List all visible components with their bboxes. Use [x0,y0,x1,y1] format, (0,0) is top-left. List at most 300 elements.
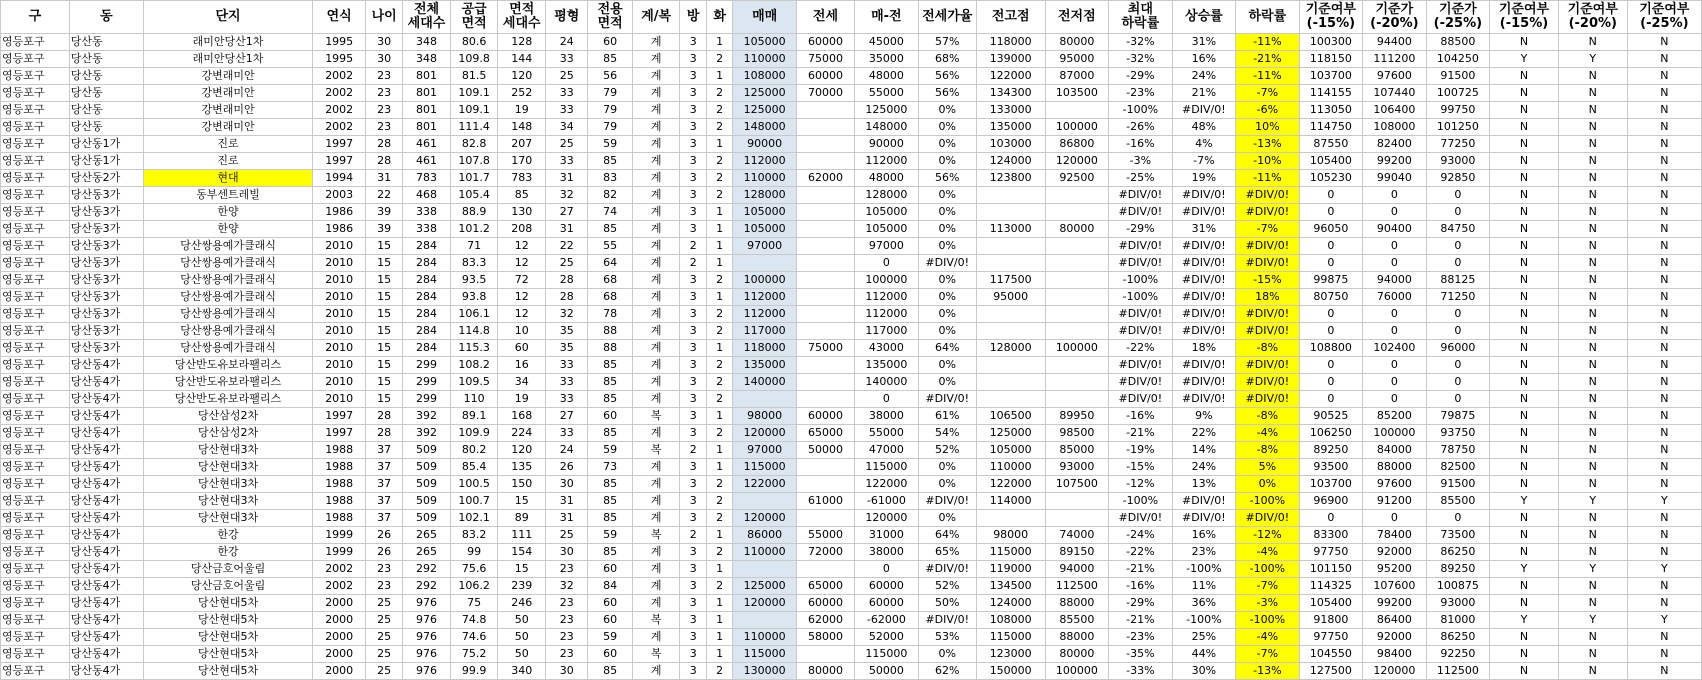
table-cell[interactable]: 1988 [313,476,366,493]
table-cell[interactable]: 85 [588,221,632,238]
table-cell[interactable]: 영등포구 [1,238,70,255]
table-cell[interactable]: 당산동1가 [69,153,143,170]
table-cell[interactable]: 50 [498,629,546,646]
table-cell[interactable]: 3 [680,663,706,680]
table-cell[interactable]: -7% [1236,578,1300,595]
table-cell[interactable]: 128 [498,34,546,51]
table-cell[interactable]: N [1627,374,1701,391]
table-cell[interactable]: 92000 [1363,629,1427,646]
table-cell[interactable]: -13% [1236,663,1300,680]
column-header[interactable]: 동 [69,1,143,34]
table-cell[interactable]: N [1627,136,1701,153]
table-cell[interactable]: 계 [632,578,680,595]
table-cell[interactable]: 계 [632,493,680,510]
table-cell[interactable]: 348 [403,34,451,51]
table-cell[interactable]: 98000 [976,527,1045,544]
table-cell[interactable]: 0 [855,255,919,272]
table-cell[interactable]: 0 [1363,306,1427,323]
table-cell[interactable]: 31% [1172,34,1236,51]
table-cell[interactable]: 계 [632,544,680,561]
table-cell[interactable]: 128000 [976,340,1045,357]
table-cell[interactable]: 75000 [796,340,854,357]
table-cell[interactable]: 영등포구 [1,85,70,102]
table-cell[interactable]: N [1627,595,1701,612]
table-cell[interactable]: 45000 [855,34,919,51]
table-cell[interactable]: 105400 [1299,153,1363,170]
table-cell[interactable] [796,187,854,204]
table-cell[interactable]: 0 [1363,391,1427,408]
column-header[interactable]: 전세 [796,1,854,34]
table-cell[interactable]: 강변래미안 [143,102,312,119]
table-cell[interactable]: N [1627,323,1701,340]
column-header[interactable]: 계/복 [632,1,680,34]
table-cell[interactable]: 135000 [976,119,1045,136]
column-header[interactable]: 전세가율 [918,1,976,34]
table-cell[interactable]: 당산현대5차 [143,629,312,646]
table-cell[interactable]: 92250 [1426,646,1490,663]
table-cell[interactable]: 105000 [855,204,919,221]
table-cell[interactable]: 1 [706,612,732,629]
table-cell[interactable] [796,153,854,170]
table-cell[interactable]: 120000 [1363,663,1427,680]
table-cell[interactable]: 79 [588,102,632,119]
table-cell[interactable]: 37 [366,442,403,459]
table-cell[interactable]: 89950 [1045,408,1109,425]
table-cell[interactable]: 68 [588,272,632,289]
table-cell[interactable]: N [1558,425,1627,442]
table-cell[interactable]: 82 [588,187,632,204]
table-cell[interactable]: 영등포구 [1,629,70,646]
table-cell[interactable]: -100% [1236,561,1300,578]
table-cell[interactable]: 75 [450,595,498,612]
table-cell[interactable]: 86000 [733,527,797,544]
table-cell[interactable]: 50% [918,595,976,612]
table-cell[interactable]: 9% [1172,408,1236,425]
table-cell[interactable]: 26 [546,459,588,476]
table-cell[interactable]: 60 [588,408,632,425]
table-cell[interactable]: N [1558,578,1627,595]
table-cell[interactable]: 23 [546,612,588,629]
table-cell[interactable]: 1 [706,527,732,544]
table-cell[interactable]: 당산동3가 [69,238,143,255]
table-cell[interactable]: N [1558,255,1627,272]
table-cell[interactable]: 1 [706,136,732,153]
table-cell[interactable]: 당산동4가 [69,391,143,408]
table-cell[interactable]: N [1558,170,1627,187]
table-cell[interactable]: 392 [403,425,451,442]
table-cell[interactable]: -32% [1109,34,1173,51]
table-cell[interactable]: 영등포구 [1,204,70,221]
table-cell[interactable]: -16% [1109,136,1173,153]
table-cell[interactable]: 56% [918,85,976,102]
table-cell[interactable]: 100.5 [450,476,498,493]
table-cell[interactable]: 90000 [733,136,797,153]
table-cell[interactable]: 78 [588,306,632,323]
table-cell[interactable]: 35 [546,340,588,357]
table-cell[interactable]: 97750 [1299,629,1363,646]
table-cell[interactable]: 70000 [796,85,854,102]
table-cell[interactable]: 59 [588,527,632,544]
table-cell[interactable]: 56% [918,68,976,85]
table-cell[interactable]: N [1627,510,1701,527]
table-cell[interactable]: 97600 [1363,476,1427,493]
table-cell[interactable]: 25 [546,68,588,85]
table-cell[interactable]: #DIV/0! [1236,204,1300,221]
table-cell[interactable]: 114155 [1299,85,1363,102]
table-cell[interactable]: 24% [1172,459,1236,476]
table-cell[interactable]: 30 [546,544,588,561]
table-cell[interactable]: 83 [588,170,632,187]
table-cell[interactable]: 56% [918,170,976,187]
table-cell[interactable]: 24% [1172,68,1236,85]
table-cell[interactable]: 461 [403,153,451,170]
table-cell[interactable]: #DIV/0! [1109,357,1173,374]
table-cell[interactable]: #DIV/0! [1172,187,1236,204]
table-cell[interactable]: N [1627,629,1701,646]
table-cell[interactable]: 125000 [733,85,797,102]
table-cell[interactable]: -22% [1109,544,1173,561]
table-cell[interactable]: 84000 [1363,442,1427,459]
table-cell[interactable]: 0 [1426,357,1490,374]
table-cell[interactable]: 2003 [313,187,366,204]
table-cell[interactable]: 106250 [1299,425,1363,442]
table-cell[interactable]: 23 [546,561,588,578]
table-cell[interactable]: 117000 [855,323,919,340]
table-cell[interactable]: 2002 [313,68,366,85]
table-cell[interactable]: 24 [546,34,588,51]
table-cell[interactable]: 48% [1172,119,1236,136]
table-cell[interactable]: 117500 [976,272,1045,289]
table-cell[interactable]: -13% [1236,136,1300,153]
table-cell[interactable]: 28 [366,425,403,442]
table-cell[interactable]: 3 [680,561,706,578]
table-cell[interactable]: 100000 [1045,340,1109,357]
table-cell[interactable]: 3 [680,289,706,306]
table-cell[interactable]: 85 [588,425,632,442]
table-cell[interactable]: 10% [1236,119,1300,136]
table-cell[interactable]: 65000 [796,578,854,595]
table-cell[interactable]: 1 [706,204,732,221]
table-cell[interactable]: #DIV/0! [1236,306,1300,323]
table-cell[interactable]: 105000 [733,221,797,238]
table-cell[interactable]: -15% [1109,459,1173,476]
table-cell[interactable]: 2 [706,476,732,493]
table-cell[interactable] [796,102,854,119]
table-cell[interactable]: 당산동4가 [69,408,143,425]
table-cell[interactable]: 당산반도유보라팰리스 [143,374,312,391]
table-cell[interactable]: 140000 [733,374,797,391]
table-cell[interactable]: 1999 [313,527,366,544]
table-cell[interactable]: 영등포구 [1,408,70,425]
table-cell[interactable]: 106.1 [450,306,498,323]
table-cell[interactable]: 0% [918,153,976,170]
table-cell[interactable]: 100000 [733,272,797,289]
table-cell[interactable]: 88500 [1426,34,1490,51]
table-cell[interactable]: 1 [706,34,732,51]
table-cell[interactable]: 30 [546,663,588,680]
table-cell[interactable]: 영등포구 [1,663,70,680]
table-cell[interactable]: -12% [1236,527,1300,544]
table-cell[interactable]: 25 [546,136,588,153]
table-cell[interactable]: 2002 [313,102,366,119]
table-cell[interactable] [796,510,854,527]
table-cell[interactable] [976,204,1045,221]
table-cell[interactable]: 당산동1가 [69,136,143,153]
table-cell[interactable]: 0 [1299,374,1363,391]
table-cell[interactable]: #DIV/0! [1236,510,1300,527]
table-cell[interactable]: 85200 [1363,408,1427,425]
table-cell[interactable]: N [1627,442,1701,459]
table-cell[interactable]: 96050 [1299,221,1363,238]
table-cell[interactable]: 0% [918,187,976,204]
table-cell[interactable]: #DIV/0! [1172,391,1236,408]
table-cell[interactable]: 23% [1172,544,1236,561]
table-cell[interactable] [796,391,854,408]
table-cell[interactable]: 25 [366,629,403,646]
table-cell[interactable]: #DIV/0! [1236,238,1300,255]
table-cell[interactable]: N [1627,544,1701,561]
table-cell[interactable]: 영등포구 [1,595,70,612]
table-cell[interactable]: 61000 [796,493,854,510]
table-cell[interactable]: 284 [403,272,451,289]
table-cell[interactable]: 72000 [796,544,854,561]
table-cell[interactable]: 23 [546,646,588,663]
table-cell[interactable]: N [1627,153,1701,170]
table-cell[interactable]: 93000 [1045,459,1109,476]
table-cell[interactable]: #DIV/0! [1172,255,1236,272]
table-cell[interactable]: #DIV/0! [1172,289,1236,306]
table-cell[interactable]: -3% [1109,153,1173,170]
table-cell[interactable]: 복 [632,442,680,459]
table-cell[interactable]: 783 [403,170,451,187]
table-cell[interactable]: #DIV/0! [1172,357,1236,374]
table-cell[interactable]: 2 [706,578,732,595]
table-cell[interactable]: 당산동 [69,51,143,68]
table-cell[interactable]: 976 [403,663,451,680]
table-cell[interactable]: 0 [1426,323,1490,340]
table-cell[interactable]: 144 [498,51,546,68]
table-cell[interactable]: 21% [1172,85,1236,102]
table-cell[interactable]: 39 [366,204,403,221]
table-cell[interactable]: 468 [403,187,451,204]
table-cell[interactable]: 당산삼성2차 [143,408,312,425]
table-cell[interactable]: 0 [855,561,919,578]
table-cell[interactable]: 79 [588,85,632,102]
table-cell[interactable]: 강변래미안 [143,85,312,102]
table-cell[interactable] [796,306,854,323]
table-cell[interactable]: 2 [706,85,732,102]
table-cell[interactable] [1045,357,1109,374]
table-cell[interactable]: 0% [918,102,976,119]
table-cell[interactable]: 영등포구 [1,527,70,544]
table-cell[interactable]: 207 [498,136,546,153]
table-cell[interactable]: 계 [632,663,680,680]
table-cell[interactable]: 976 [403,612,451,629]
table-cell[interactable]: 246 [498,595,546,612]
column-header[interactable]: 기준여부 (-25%) [1627,1,1701,34]
table-cell[interactable] [796,272,854,289]
table-cell[interactable]: 계 [632,34,680,51]
table-cell[interactable]: 109.5 [450,374,498,391]
table-cell[interactable]: 19 [498,102,546,119]
table-cell[interactable]: 25 [366,663,403,680]
table-cell[interactable]: #DIV/0! [1236,187,1300,204]
table-cell[interactable]: 292 [403,561,451,578]
table-cell[interactable]: N [1490,204,1559,221]
table-cell[interactable]: N [1627,408,1701,425]
table-cell[interactable]: 111 [498,527,546,544]
table-cell[interactable]: 85 [588,493,632,510]
table-cell[interactable]: 125000 [733,102,797,119]
table-cell[interactable]: 134500 [976,578,1045,595]
table-cell[interactable]: #DIV/0! [1172,374,1236,391]
table-cell[interactable]: 60 [498,340,546,357]
table-cell[interactable]: 115000 [733,646,797,663]
table-cell[interactable]: 2 [706,119,732,136]
table-cell[interactable]: 33 [546,153,588,170]
table-cell[interactable]: 33 [546,357,588,374]
column-header[interactable]: 매매 [733,1,797,34]
table-cell[interactable]: N [1558,391,1627,408]
column-header[interactable]: 평형 [546,1,588,34]
table-cell[interactable]: 94000 [1363,272,1427,289]
table-cell[interactable]: 1995 [313,51,366,68]
table-cell[interactable]: 12 [498,255,546,272]
table-cell[interactable]: 2 [706,493,732,510]
table-cell[interactable]: 영등포구 [1,68,70,85]
table-cell[interactable]: N [1558,272,1627,289]
table-cell[interactable]: 98400 [1363,646,1427,663]
table-cell[interactable]: N [1627,255,1701,272]
table-cell[interactable]: 계 [632,476,680,493]
table-cell[interactable]: 80000 [1045,646,1109,663]
table-cell[interactable]: 110000 [733,629,797,646]
table-cell[interactable]: 당산동4가 [69,493,143,510]
table-cell[interactable]: 22 [546,238,588,255]
table-cell[interactable]: 112000 [733,153,797,170]
table-cell[interactable]: 50000 [796,442,854,459]
table-cell[interactable]: 85 [588,51,632,68]
table-cell[interactable]: N [1627,221,1701,238]
table-cell[interactable]: 2010 [313,391,366,408]
table-cell[interactable]: N [1558,221,1627,238]
table-cell[interactable]: 0% [918,646,976,663]
table-cell[interactable]: 133000 [976,102,1045,119]
table-cell[interactable]: 3 [680,459,706,476]
table-cell[interactable]: 103700 [1299,68,1363,85]
table-cell[interactable]: 100000 [1363,425,1427,442]
table-cell[interactable]: N [1558,408,1627,425]
table-cell[interactable]: 28 [366,408,403,425]
table-cell[interactable]: 108.2 [450,357,498,374]
table-cell[interactable]: 계 [632,85,680,102]
table-cell[interactable]: N [1558,34,1627,51]
table-cell[interactable]: 99750 [1426,102,1490,119]
table-cell[interactable]: 영등포구 [1,459,70,476]
table-cell[interactable]: 당산현대5차 [143,646,312,663]
column-header[interactable]: 전용 면적 [588,1,632,34]
table-cell[interactable] [1045,238,1109,255]
table-cell[interactable]: -8% [1236,442,1300,459]
table-cell[interactable]: 292 [403,578,451,595]
table-cell[interactable]: 23 [366,578,403,595]
table-cell[interactable]: 26 [366,544,403,561]
table-cell[interactable]: 0% [918,204,976,221]
column-header[interactable]: 연식 [313,1,366,34]
table-cell[interactable]: 3 [680,476,706,493]
table-cell[interactable]: 계 [632,221,680,238]
table-cell[interactable]: 계 [632,595,680,612]
table-cell[interactable]: 2 [706,51,732,68]
table-cell[interactable]: 25 [546,527,588,544]
table-cell[interactable]: 22 [366,187,403,204]
table-cell[interactable] [1045,289,1109,306]
table-cell[interactable]: 15 [366,391,403,408]
table-cell[interactable]: -100% [1109,493,1173,510]
table-cell[interactable]: N [1490,646,1559,663]
table-cell[interactable]: 30 [546,476,588,493]
table-cell[interactable]: N [1490,391,1559,408]
table-cell[interactable]: N [1627,459,1701,476]
table-cell[interactable]: 1 [706,646,732,663]
table-cell[interactable]: 148000 [733,119,797,136]
table-cell[interactable]: 당산동4가 [69,544,143,561]
table-cell[interactable]: 88 [588,340,632,357]
table-cell[interactable]: 계 [632,374,680,391]
table-cell[interactable]: 2002 [313,578,366,595]
table-cell[interactable]: 영등포구 [1,476,70,493]
table-cell[interactable]: 338 [403,204,451,221]
table-cell[interactable]: 99040 [1363,170,1427,187]
table-cell[interactable]: 107600 [1363,578,1427,595]
table-cell[interactable]: 140000 [855,374,919,391]
table-cell[interactable]: 1 [706,221,732,238]
table-cell[interactable]: 82.8 [450,136,498,153]
table-cell[interactable]: Y [1558,493,1627,510]
table-cell[interactable]: 16 [498,357,546,374]
column-header[interactable]: 면적 세대수 [498,1,546,34]
table-cell[interactable]: 107.8 [450,153,498,170]
table-cell[interactable]: 계 [632,510,680,527]
table-cell[interactable]: 91800 [1299,612,1363,629]
table-cell[interactable]: 115000 [855,459,919,476]
table-cell[interactable]: N [1558,102,1627,119]
table-cell[interactable]: 당산동4가 [69,476,143,493]
table-cell[interactable]: N [1558,136,1627,153]
table-cell[interactable]: 88.9 [450,204,498,221]
table-cell[interactable]: 0 [1363,187,1427,204]
table-cell[interactable]: 86250 [1426,544,1490,561]
table-cell[interactable]: 73 [588,459,632,476]
table-cell[interactable]: 당산동3가 [69,255,143,272]
table-cell[interactable]: 96000 [1426,340,1490,357]
table-cell[interactable]: -32% [1109,51,1173,68]
table-cell[interactable]: N [1558,442,1627,459]
table-cell[interactable]: 14% [1172,442,1236,459]
table-cell[interactable]: 120000 [733,595,797,612]
table-cell[interactable]: 15 [366,357,403,374]
table-cell[interactable]: 18% [1236,289,1300,306]
table-cell[interactable]: 80000 [796,663,854,680]
table-cell[interactable] [796,221,854,238]
table-cell[interactable]: 59 [588,136,632,153]
table-cell[interactable]: 976 [403,629,451,646]
table-cell[interactable]: 2010 [313,272,366,289]
table-cell[interactable]: -24% [1109,527,1173,544]
table-cell[interactable]: 2010 [313,323,366,340]
table-cell[interactable]: Y [1627,561,1701,578]
table-cell[interactable]: 80000 [1045,221,1109,238]
